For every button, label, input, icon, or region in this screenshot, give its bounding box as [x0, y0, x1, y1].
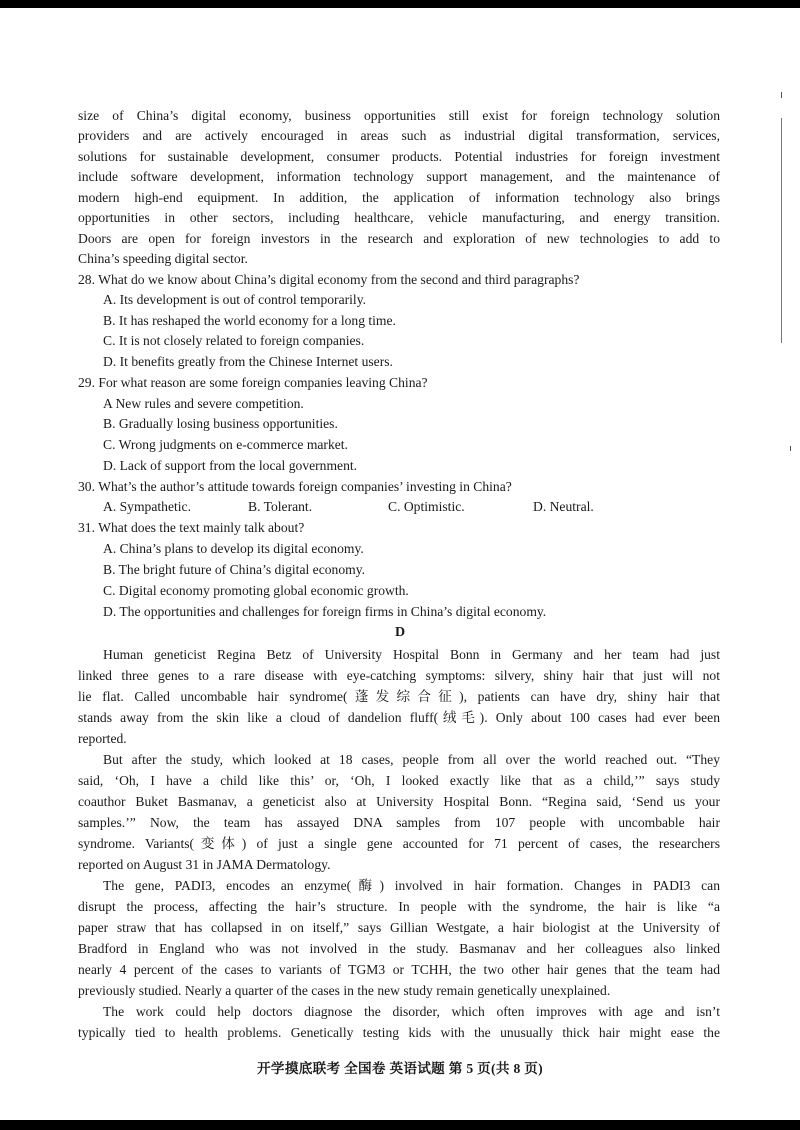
option-c: C. Wrong judgments on e-commerce market. — [103, 437, 348, 452]
option-a: A. Its development is out of control temporarily. — [103, 292, 367, 307]
passage-line: reported on August 31 in JAMA Dermatology. — [78, 857, 331, 872]
passage-line: nearly 4 percent of the cases to variants of TGM3 or TCHH, the two other hair genes that the team had — [78, 962, 720, 977]
passage-line: Bradford in England who was not involved in the study. Basmanav and her colleagues also linked — [78, 941, 720, 956]
question-stem: 31. What does the text mainly talk about? — [78, 520, 305, 535]
passage-line: include software development, information technology support management, and the maintenance of — [78, 169, 720, 184]
option-c: C. It is not closely related to foreign companies. — [103, 333, 365, 348]
option-d: D. It benefits greatly from the Chinese Internet users. — [103, 354, 393, 369]
passage-line: disrupt the process, affecting the hair’s structure. In people with the syndrome, the hair is like “a — [78, 899, 720, 914]
scan-border-bottom — [0, 1120, 800, 1130]
passage-line: stands away from the skin like a cloud of dandelion fluff(绒毛). Only about 100 cases had ever been — [78, 710, 720, 725]
passage-line: modern high-end equipment. In addition, the application of information technology also brings — [78, 190, 720, 205]
passage-line: size of China’s digital economy, business opportunities still exist for foreign technology solution — [78, 108, 720, 123]
option-b: B. The bright future of China’s digital economy. — [103, 562, 366, 577]
question-stem: 28. What do we know about China’s digital economy from the second and third paragraphs? — [78, 272, 580, 287]
passage-line: Human geneticist Regina Betz of University Hospital Bonn in Germany and her team had just — [103, 647, 720, 662]
passage-line: previously studied. Nearly a quarter of the cases in the new study remain genetically unexplained. — [78, 983, 611, 998]
option-c: C. Optimistic. — [388, 499, 465, 514]
scan-fold-line — [781, 118, 782, 343]
passage-line: The work could help doctors diagnose the disorder, which often improves with age and isn’t — [103, 1004, 720, 1019]
passage-line: Doors are open for foreign investors in the research and exploration of new technologies to add to — [78, 231, 720, 246]
scan-mark — [790, 446, 791, 451]
passage-line: providers and are actively encouraged in areas such as industrial digital transformation, services, — [78, 128, 720, 143]
passage-line: paper straw that has collapsed in on itself,” says Gillian Westgate, a hair biologist at the University of — [78, 920, 720, 935]
option-a: A. China’s plans to develop its digital economy. — [103, 541, 364, 556]
option-b: B. Tolerant. — [248, 499, 313, 514]
question-stem: 30. What’s the author’s attitude towards foreign companies’ investing in China? — [78, 479, 512, 494]
option-a: A. Sympathetic. — [103, 499, 191, 514]
passage-line: But after the study, which looked at 18 cases, people from all over the world reached out. “They — [103, 752, 720, 767]
passage-line: samples.’” Now, the team has assayed DNA samples from 107 people with uncombable hair — [78, 815, 720, 830]
passage-line: China’s speeding digital sector. — [78, 251, 248, 266]
section-heading-d: D — [394, 625, 406, 640]
option-b: B. Gradually losing business opportunities. — [103, 416, 338, 431]
passage-line: solutions for sustainable development, consumer products. Potential industries for foreign investment — [78, 149, 720, 164]
passage-line: The gene, PADI3, encodes an enzyme(酶) involved in hair formation. Changes in PADI3 can — [103, 878, 720, 893]
passage-line: said, ‘Oh, I have a child like this’ or, ‘Oh, I looked exactly like that as a child,’” says study — [78, 773, 720, 788]
passage-line: typically tied to health problems. Genetically testing kids with the unusually thick hair might ease the — [78, 1025, 720, 1040]
passage-line: reported. — [78, 731, 127, 746]
question-stem: 29. For what reason are some foreign companies leaving China? — [78, 375, 428, 390]
scan-mark — [781, 92, 782, 98]
option-d: D. Neutral. — [533, 499, 594, 514]
passage-line: linked three genes to a rare disease with eye-catching symptoms: silvery, shiny hair that just will not — [78, 668, 720, 683]
option-c: C. Digital economy promoting global economic growth. — [103, 583, 409, 598]
option-d: D. The opportunities and challenges for foreign firms in China’s digital economy. — [103, 604, 547, 619]
option-d: D. Lack of support from the local government. — [103, 458, 358, 473]
passage-line: opportunities in other sectors, including healthcare, vehicle manufacturing, and energy transition. — [78, 210, 720, 225]
option-a: A New rules and severe competition. — [103, 396, 304, 411]
passage-line: lie flat. Called uncombable hair syndrome(蓬发综合征), patients can have dry, shiny hair that — [78, 689, 720, 704]
passage-line: syndrome. Variants(变体) of just a single gene accounted for 71 percent of cases, the researchers — [78, 836, 720, 851]
option-b: B. It has reshaped the world economy for a long time. — [103, 313, 396, 328]
passage-line: coauthor Buket Basmanav, a geneticist also at University Hospital Bonn. “Regina said, ‘Send us your — [78, 794, 720, 809]
page-footer: 开学摸底联考 全国卷 英语试题 第 5 页(共 8 页) — [257, 1061, 543, 1076]
